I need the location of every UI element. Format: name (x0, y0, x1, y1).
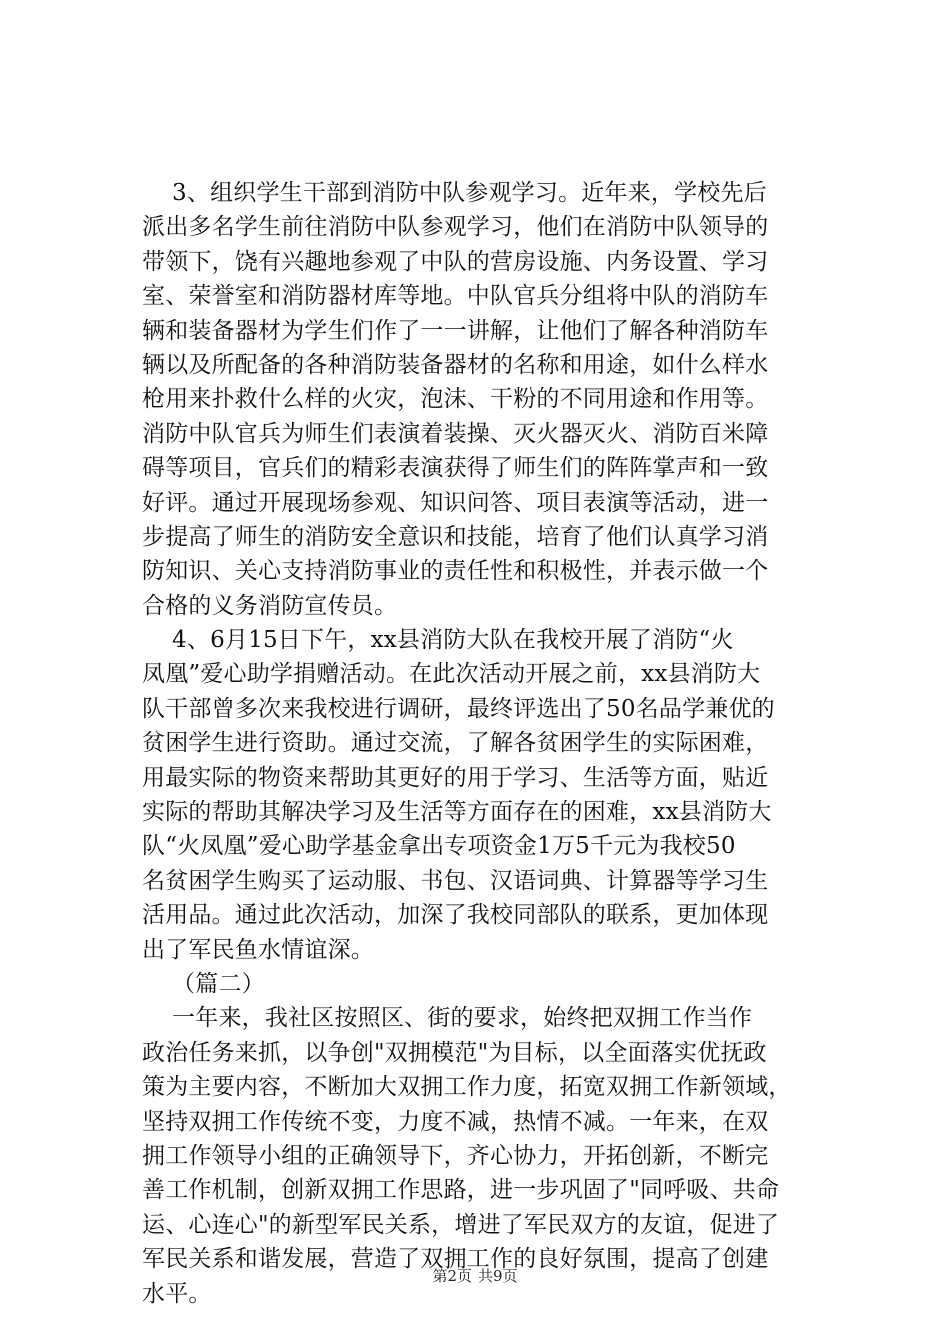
text-line: 室、荣誉室和消防器材库等地。中队官兵分组将中队的消防车 (142, 283, 769, 310)
text-line: 出了军民鱼水情谊深。 (142, 936, 374, 963)
text-line: 碍等项目，官兵们的精彩表演获得了师生们的阵阵掌声和一致 (142, 455, 769, 482)
total-pages: 共9页 (478, 1267, 518, 1285)
text-line: 活用品。通过此次活动，加深了我校同部队的联系，更加体现 (142, 902, 769, 929)
text-line: 运、心连心"的新型军民关系，增进了军民双方的友谊，促进了 (142, 1211, 780, 1238)
text-line: 凤凰”爱心助学捐赠活动。在此次活动开展之前，xx县消防大 (142, 661, 761, 688)
text-line: 派出多名学生前往消防中队参观学习，他们在消防中队领导的 (142, 214, 769, 241)
page-number: 第2页 (432, 1267, 472, 1285)
text-line: 队“火凤凰”爱心助学基金拿出专项资金1万5千元为我校50 (142, 833, 736, 860)
text-line: 实际的帮助其解决学习及生活等方面存在的困难，xx县消防大 (142, 799, 772, 826)
text-line: 队干部曾多次来我校进行调研，最终评选出了50名品学兼优的 (142, 695, 775, 722)
page-footer (0, 1266, 950, 1286)
text-line: 政治任务来抓，以争创"双拥模范"为目标，以全面落实优抚政 (142, 1039, 767, 1066)
text-line: 一年来，我社区按照区、街的要求，始终把双拥工作当作 (142, 1005, 753, 1032)
text-line: 3、组织学生干部到消防中队参观学习。近年来，学校先后 (142, 180, 767, 206)
text-line: 好评。通过开展现场参观、知识问答、项目表演等活动，进一 (142, 489, 769, 516)
section-heading: （篇二） (142, 970, 265, 997)
text-line: 军民关系和谐发展，营造了双拥工作的良好氛围，提高了创建 (142, 1246, 769, 1273)
text-line: 策为主要内容，不断加大双拥工作力度，拓宽双拥工作新领域， (142, 1074, 792, 1101)
text-line: 水平。 (142, 1280, 212, 1307)
text-line: 善工作机制，创新双拥工作思路，进一步巩固了"同呼吸、共命 (142, 1177, 780, 1204)
text-line: 辆以及所配备的各种消防装备器材的名称和用途，如什么样水 (142, 351, 769, 378)
text-line: 坚持双拥工作传统不变，力度不减，热情不减。一年来，在双 (142, 1108, 769, 1135)
text-line: 合格的义务消防宣传员。 (142, 592, 398, 619)
text-line: 消防中队官兵为师生们表演着装操、灭火器灭火、消防百米障 (142, 420, 769, 447)
text-line: 防知识、关心支持消防事业的责任性和积极性，并表示做一个 (142, 558, 769, 585)
text-line: 辆和装备器材为学生们作了一一讲解，让他们了解各种消防车 (142, 317, 769, 344)
body-text (142, 176, 810, 1311)
text-line: 枪用来扑救什么样的火灾，泡沫、干粉的不同用途和作用等。 (142, 386, 769, 413)
text-line: 贫困学生进行资助。通过交流，了解各贫困学生的实际困难， (142, 730, 769, 757)
text-line: 名贫困学生购买了运动服、书包、汉语词典、计算器等学习生 (142, 867, 769, 894)
text-line: 带领下，饶有兴趣地参观了中队的营房设施、内务设置、学习 (142, 248, 769, 275)
text-line: 拥工作领导小组的正确领导下，齐心协力，开拓创新，不断完 (142, 1142, 769, 1169)
text-line: 4、6月15日下午，xx县消防大队在我校开展了消防“火 (142, 627, 734, 654)
text-line: 用最实际的物资来帮助其更好的用于学习、生活等方面，贴近 (142, 764, 769, 791)
text-line: 步提高了师生的消防安全意识和技能，培育了他们认真学习消 (142, 523, 769, 550)
